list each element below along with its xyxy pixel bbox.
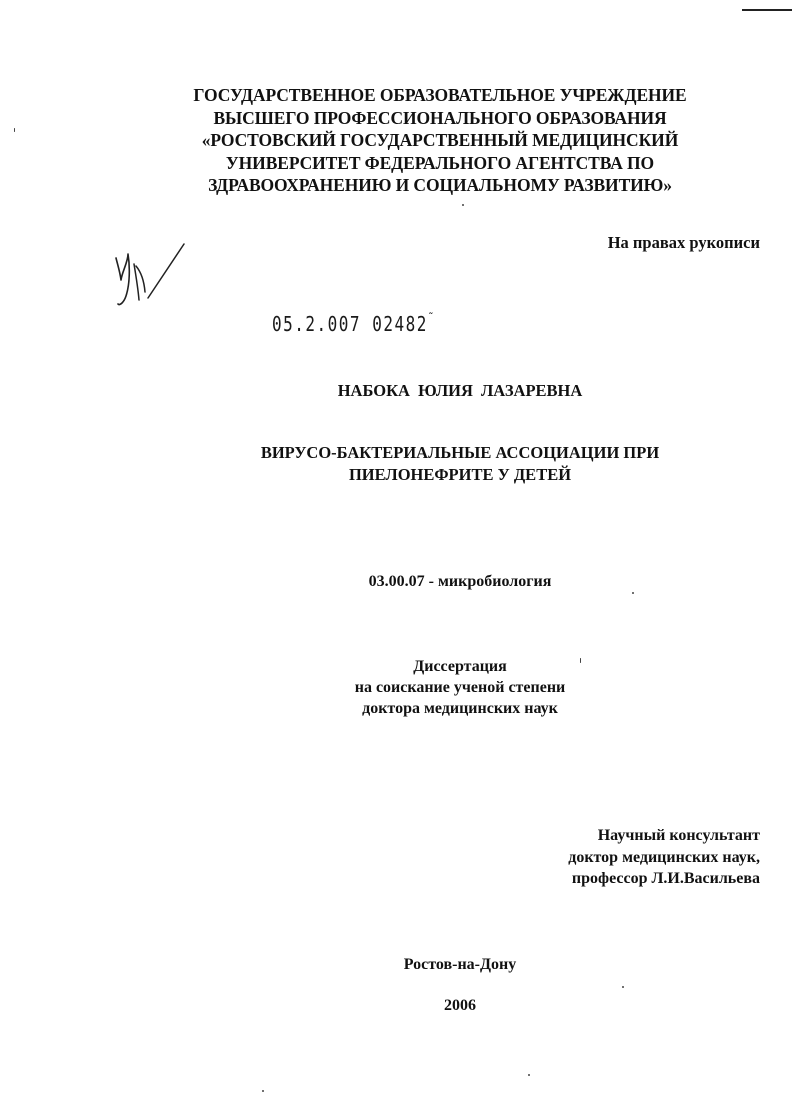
title-line: ВИРУСО-БАКТЕРИАЛЬНЫЕ АССОЦИАЦИИ ПРИ — [260, 443, 660, 462]
specialty-code: 03.00.07 - микробиология — [368, 573, 552, 590]
institution-line: УНИВЕРСИТЕТ ФЕДЕРАЛЬНОГО АГЕНТСТВА ПО — [225, 152, 655, 173]
year: 2006 — [444, 997, 476, 1014]
author-name: НАБОКА ЮЛИЯ ЛАЗАРЕВНА — [337, 381, 583, 400]
dissertation-line: Диссертация — [413, 658, 507, 675]
scan-speck — [580, 658, 581, 663]
institution-line: ЗДРАВООХРАНЕНИЮ И СОЦИАЛЬНОМУ РАЗВИТИЮ» — [208, 175, 672, 195]
scan-speck — [528, 1074, 530, 1076]
scan-speck — [622, 986, 624, 988]
advisor-line: профессор Л.И.Васильева — [571, 870, 760, 887]
handwritten-signature — [108, 236, 192, 320]
advisor-line: доктор медицинских наук, — [568, 848, 760, 866]
institution-line: ГОСУДАРСТВЕННОЕ ОБРАЗОВАТЕЛЬНОЕ УЧРЕЖДЕНИЕ — [193, 85, 687, 105]
institution-line: ВЫСШЕГО ПРОФЕССИОНАЛЬНОГО ОБРАЗОВАНИЯ — [213, 107, 667, 128]
dissertation-type — [160, 656, 760, 719]
scientific-advisor — [568, 825, 760, 890]
institution-heading — [120, 84, 760, 197]
registration-number — [272, 312, 435, 336]
manuscript-rights: На правах рукописи — [607, 233, 760, 252]
scan-speck — [632, 592, 634, 594]
dissertation-line: доктора медицинских наук — [362, 700, 558, 717]
scan-speck — [462, 204, 464, 206]
city: Ростов-на-Дону — [403, 956, 517, 973]
scan-mark-line — [742, 9, 792, 11]
advisor-line: Научный консультант — [597, 827, 760, 844]
dissertation-title — [140, 442, 780, 486]
institution-line: «РОСТОВСКИЙ ГОСУДАРСТВЕННЫЙ МЕДИЦИНСКИЙ — [201, 130, 679, 150]
registration-number-text: 05.2.007 02482 — [272, 312, 428, 336]
scan-speck — [14, 128, 15, 132]
title-line: ПИЕЛОНЕФРИТЕ У ДЕТЕЙ — [348, 465, 572, 484]
registration-mark: ˜ — [427, 312, 436, 326]
dissertation-line: на соискание ученой степени — [354, 679, 566, 696]
scan-speck — [262, 1090, 264, 1092]
